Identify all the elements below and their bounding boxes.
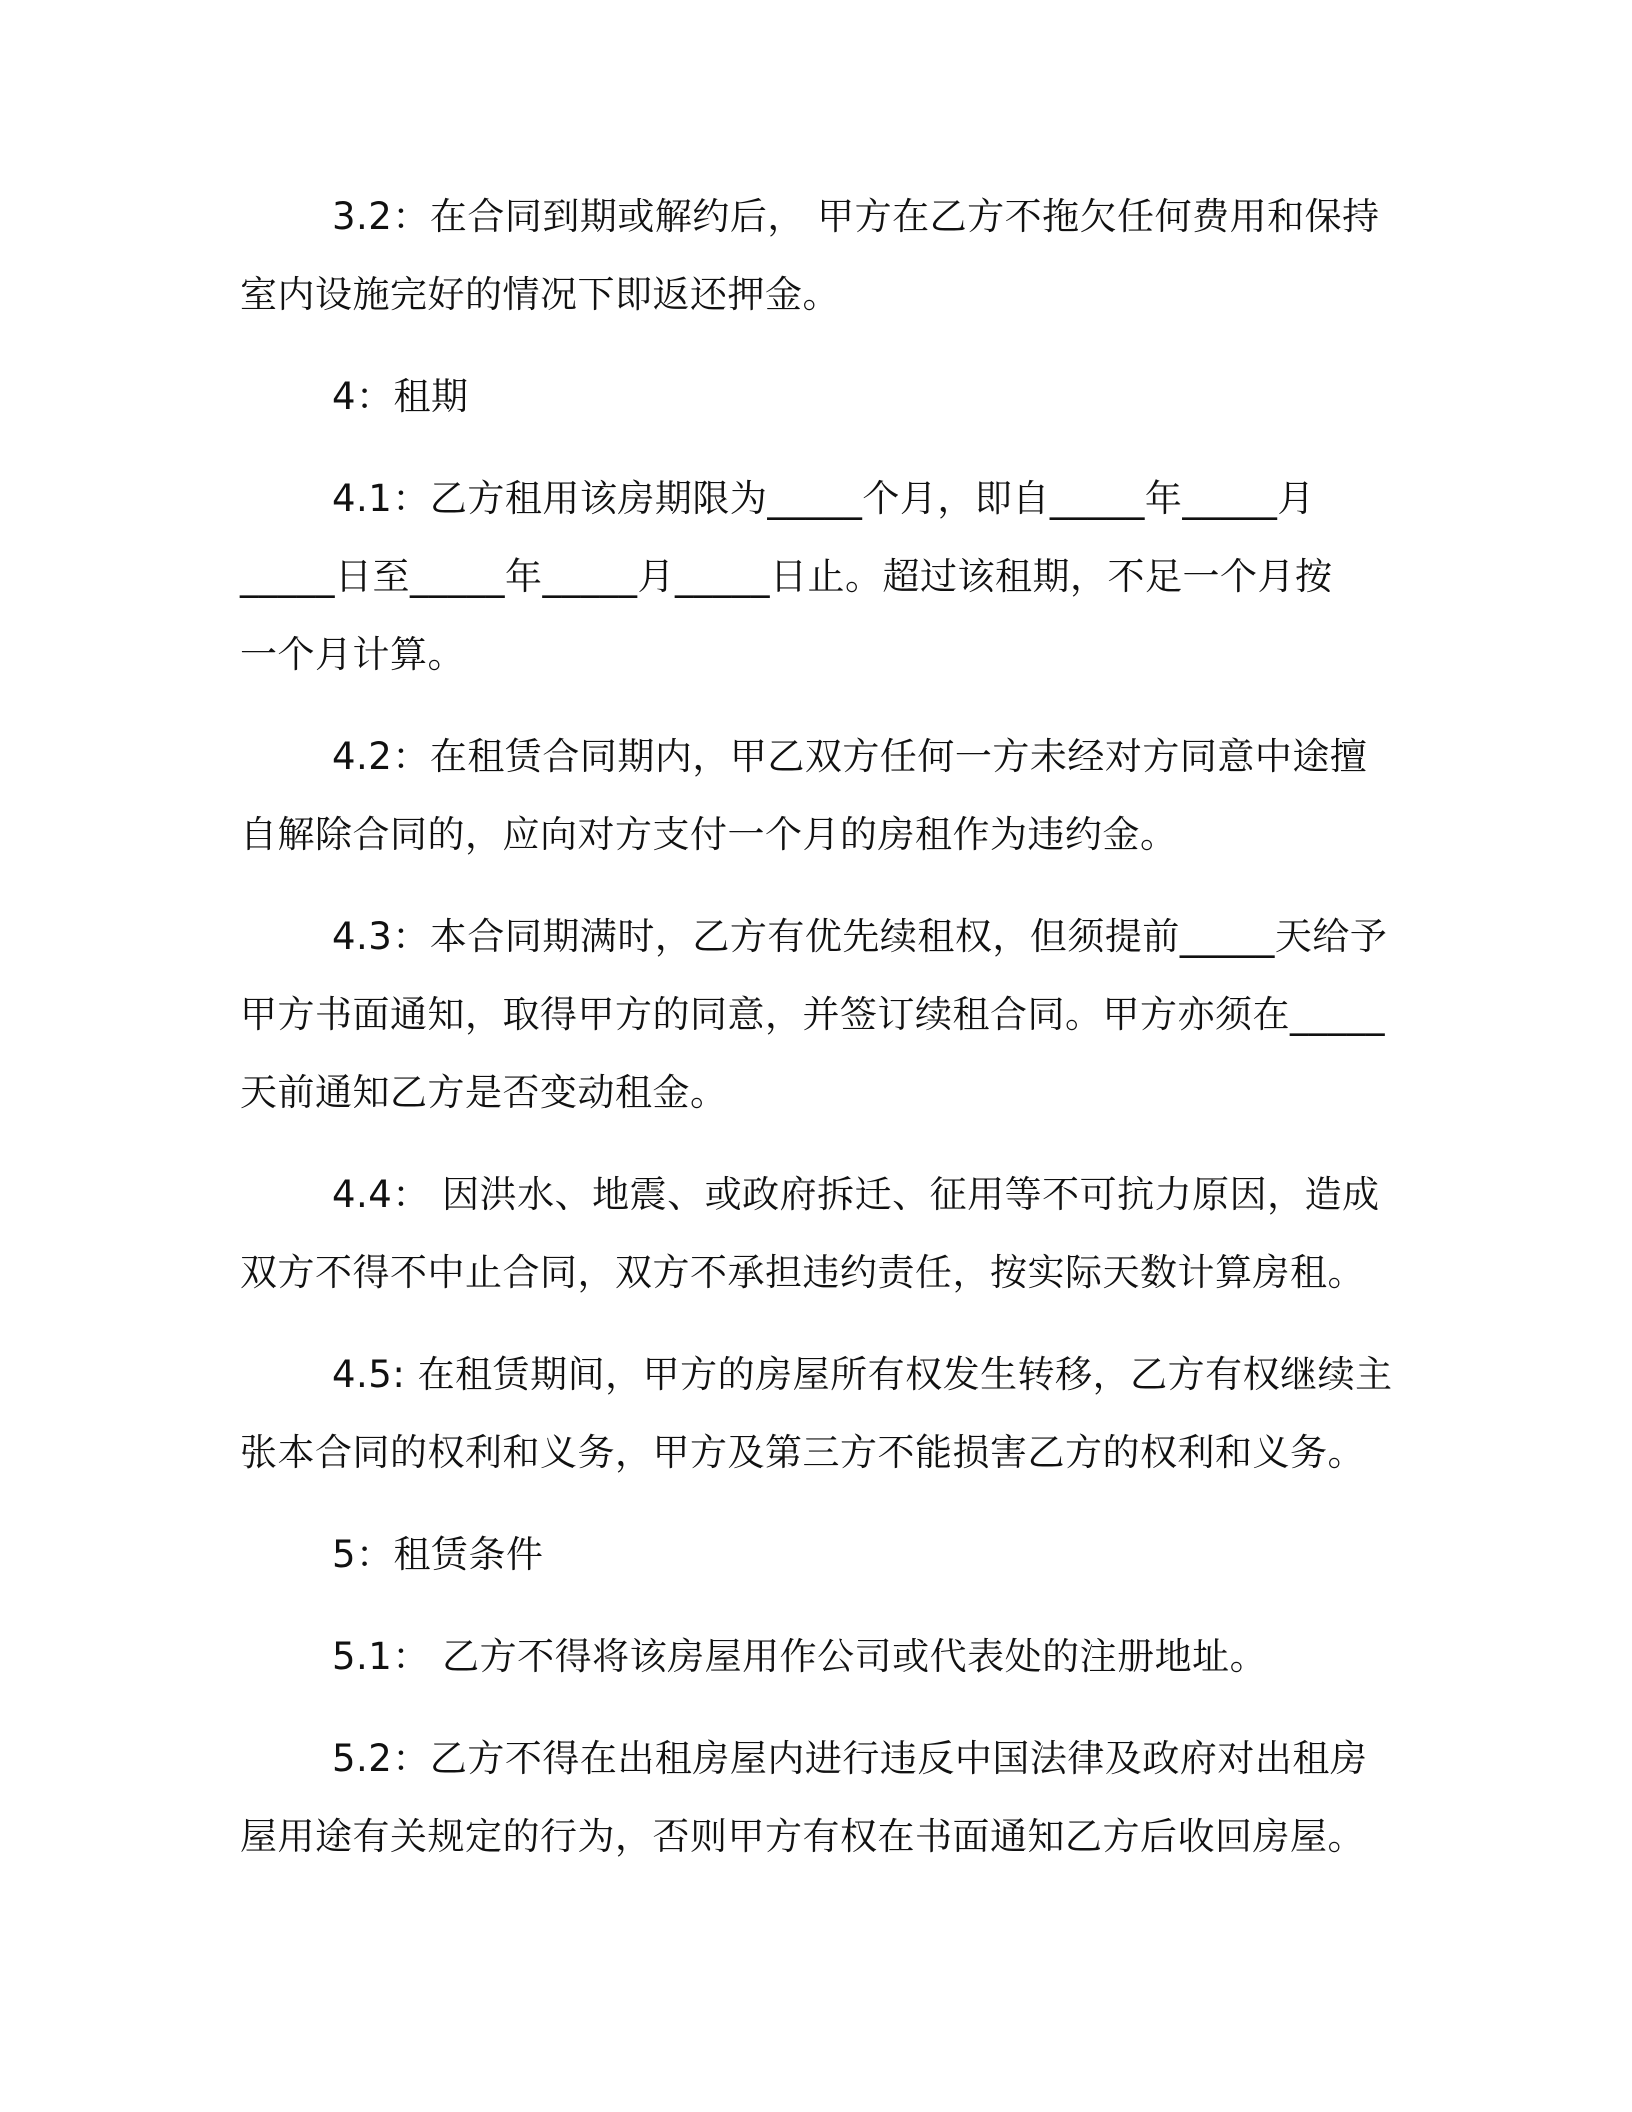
clause-4-3-line-2: 甲方书面通知，取得甲方的同意，并签订续租合同。甲方亦须在_____: [240, 993, 1385, 1036]
clause-4-4-line-2: 双方不得不中止合同，双方不承担违约责任，按实际天数计算房租。: [240, 1251, 1365, 1294]
clause-4-1-line-2: _____日至_____年_____月_____日止。超过该租期，不足一个月按: [240, 555, 1333, 598]
clause-4-3-line-3: 天前通知乙方是否变动租金。: [240, 1071, 728, 1114]
clause-5-1-line-1: 5.1： 乙方不得将该房屋用作公司或代表处的注册地址。: [332, 1635, 1268, 1678]
clause-4-2-line-2: 自解除合同的，应向对方支付一个月的房租作为违约金。: [240, 813, 1178, 856]
clause-4-4-line-1: 4.4： 因洪水、地震、或政府拆迁、征用等不可抗力原因，造成: [332, 1173, 1380, 1216]
clause-4-1-line-1: 4.1：乙方租用该房期限为_____个月，即自_____年_____月: [332, 477, 1315, 520]
clause-4-5-line-2: 张本合同的权利和义务，甲方及第三方不能损害乙方的权利和义务。: [240, 1431, 1365, 1474]
clause-5-2-line-2: 屋用途有关规定的行为，否则甲方有权在书面通知乙方后收回房屋。: [240, 1815, 1365, 1858]
clause-4-1-line-3: 一个月计算。: [240, 633, 465, 676]
clause-3-2-line-1: 3.2：在合同到期或解约后， 甲方在乙方不拖欠任何费用和保持: [332, 195, 1380, 238]
section-4-heading: 4：租期: [332, 375, 469, 418]
clause-3-2-line-2: 室内设施完好的情况下即返还押金。: [240, 273, 840, 316]
clause-4-3-line-1: 4.3：本合同期满时，乙方有优先续租权，但须提前_____天给予: [332, 915, 1388, 958]
clause-5-2-line-1: 5.2：乙方不得在出租房屋内进行违反中国法律及政府对出租房: [332, 1737, 1368, 1780]
clause-4-5-line-1: 4.5: 在租赁期间，甲方的房屋所有权发生转移，乙方有权继续主: [332, 1353, 1393, 1396]
clause-4-2-line-1: 4.2：在租赁合同期内，甲乙双方任何一方未经对方同意中途擅: [332, 735, 1368, 778]
section-5-heading: 5：租赁条件: [332, 1533, 544, 1576]
